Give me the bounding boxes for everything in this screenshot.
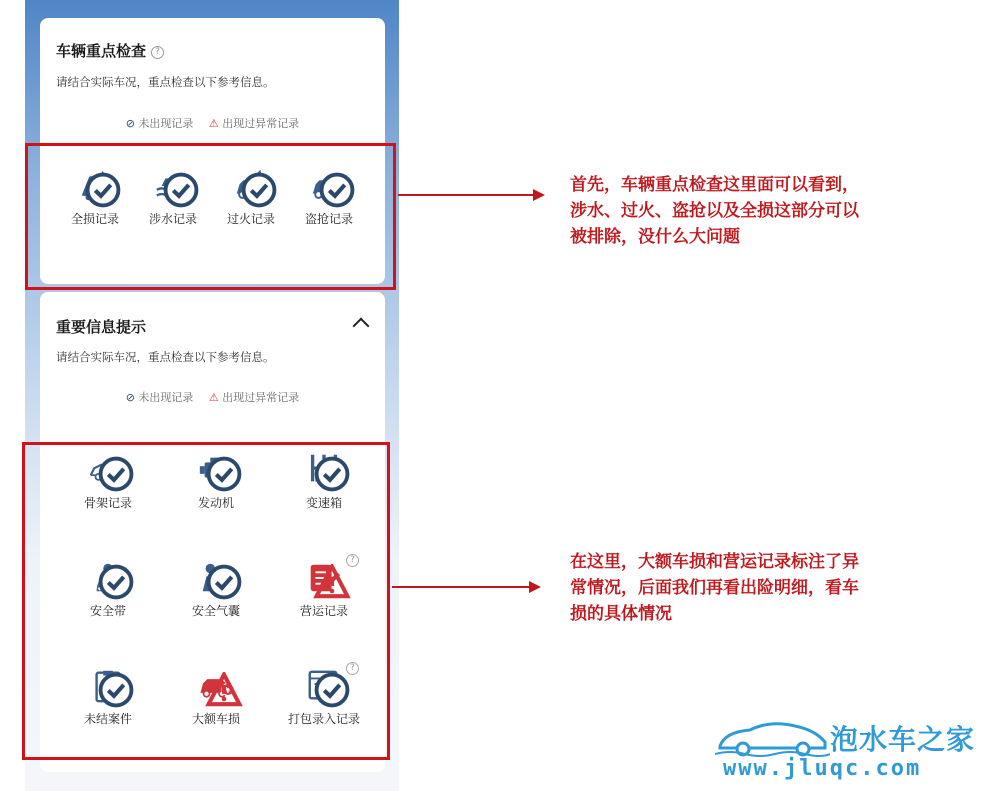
- annotation-note-2: [570, 549, 859, 627]
- grid-item-label: 变速箱: [305, 496, 342, 510]
- grid-item-label: 营运记录: [299, 604, 348, 618]
- note-1-line: 首先，车辆重点检查这里面可以看到，: [570, 175, 859, 195]
- help-icon[interactable]: ?: [346, 662, 359, 675]
- note-1-line: 涉水、过火、盗抢以及全损这部分可以: [570, 201, 859, 221]
- check-circle-icon: ⊘: [125, 391, 135, 404]
- watermark: [715, 718, 985, 781]
- key-inspection-title: [56, 40, 164, 61]
- grid-item-label: 涉水记录: [148, 212, 197, 226]
- arrow-1-head: [533, 189, 545, 201]
- key-inspection-subtitle: 请结合实际车况，重点检查以下参考信息。: [56, 75, 275, 89]
- arrow-1-line: [398, 194, 534, 196]
- highlight-box-2: [22, 442, 390, 760]
- grid-item-label: 过火记录: [226, 212, 275, 226]
- help-icon[interactable]: ?: [151, 46, 164, 59]
- note-2-line: 损的具体情况: [570, 604, 672, 624]
- grid-item-label: 大额车损: [191, 712, 240, 726]
- legend-ok-label: 未出现记录: [138, 391, 194, 404]
- grid-item-label: 打包录入记录: [287, 712, 360, 726]
- chevron-up-icon[interactable]: [353, 318, 370, 335]
- note-1-line: 被排除，没什么大问题: [570, 227, 740, 247]
- note-2-line: 常情况，后面我们再看出险明细，看车: [570, 578, 859, 598]
- highlight-box-1: [25, 143, 396, 290]
- arrow-2-head: [529, 581, 541, 593]
- key-inspection-title-text: 车辆重点检查: [56, 42, 147, 60]
- warning-triangle-icon: ⚠: [208, 117, 219, 130]
- legend-warn-label: 出现过异常记录: [222, 117, 300, 130]
- watermark-url: www.jluqc.com: [723, 756, 922, 781]
- warning-triangle-icon: ⚠: [208, 391, 219, 404]
- watermark-title: 泡水车之家: [830, 723, 976, 756]
- grid-item-label: 未结案件: [83, 712, 132, 726]
- grid-item-label: 发动机: [197, 496, 234, 510]
- check-circle-icon: ⊘: [125, 117, 135, 130]
- key-inspection-legend: [40, 115, 385, 131]
- legend-warn-label: 出现过异常记录: [222, 391, 300, 404]
- watermark-car-icon: [715, 718, 830, 758]
- grid-item-label: 骨架记录: [83, 496, 132, 510]
- note-2-line: 在这里，大额车损和营运记录标注了异: [570, 552, 859, 572]
- help-icon[interactable]: ?: [346, 554, 359, 567]
- svg-text:¥: ¥: [225, 685, 231, 695]
- grid-item-label: 盗抢记录: [304, 212, 353, 226]
- important-info-title: 重要信息提示: [56, 318, 147, 336]
- important-info-legend: [40, 389, 385, 405]
- annotation-note-1: [570, 172, 859, 250]
- grid-item-label: 安全气囊: [191, 604, 240, 618]
- grid-item-label: 安全带: [89, 604, 126, 618]
- important-info-subtitle: 请结合实际车况，重点检查以下参考信息。: [56, 350, 275, 364]
- grid-item-label: 全损记录: [70, 212, 119, 226]
- arrow-2-line: [392, 586, 530, 588]
- legend-ok-label: 未出现记录: [138, 117, 194, 130]
